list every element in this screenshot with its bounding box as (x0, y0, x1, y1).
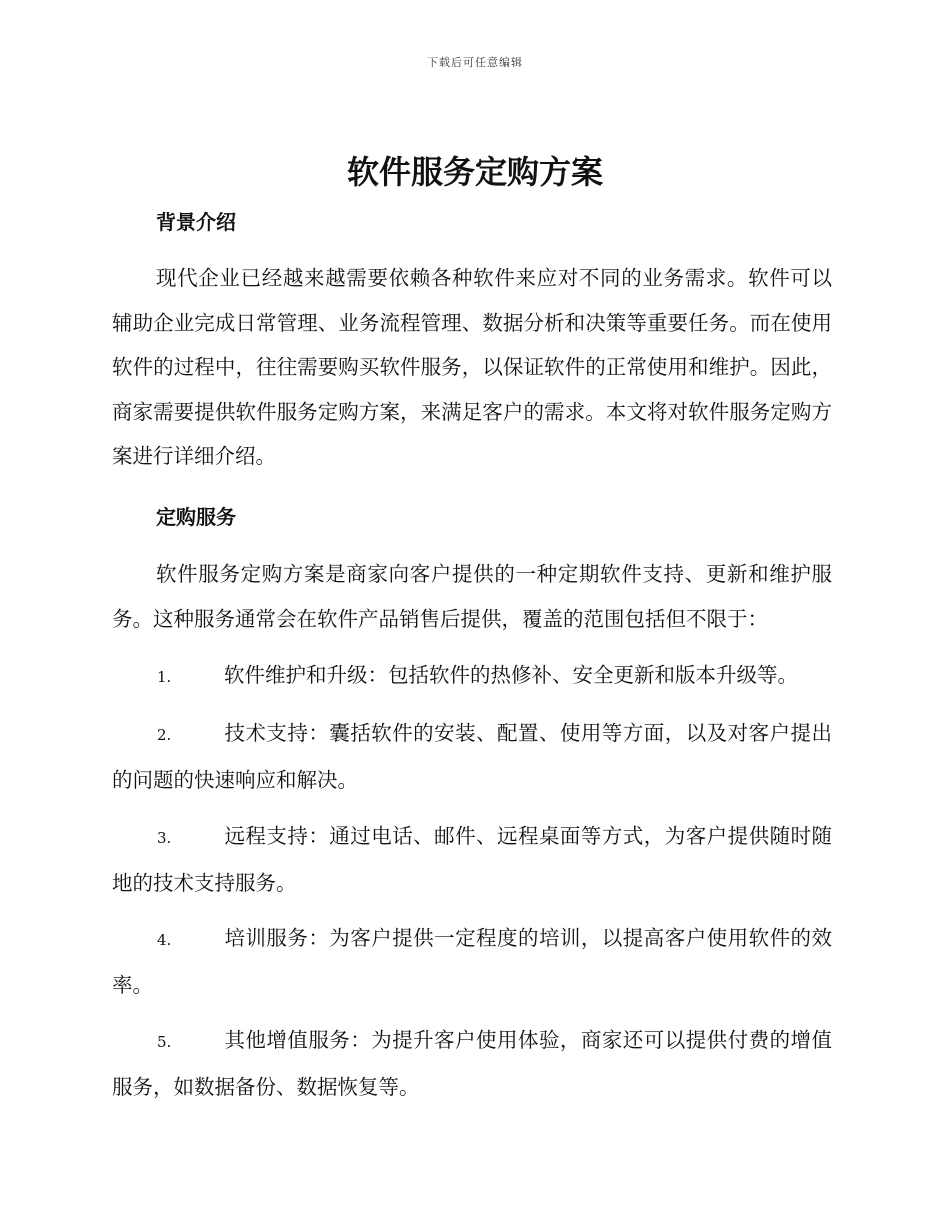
page-header-note: 下载后可任意编辑 (427, 56, 523, 69)
list-item-number: 3. (157, 829, 172, 847)
background-paragraph: 现代企业已经越来越需要依赖各种软件来应对不同的业务需求。软件可以辅助企业完成日常管理、业务流程管理、数据分析和决策等重要任务。而在使用软件的过程中，往往需要购买软件服务，以保证软件的正常使用和维护。因此，商家需要提供软件服务定购方案，来满足客户的需求。本文将对软件服务定购方案进行详细介绍。 (112, 266, 832, 468)
list-item-text: 软件维护和升级：包括软件的热修补、安全更新和版本升级等。 (224, 663, 798, 687)
section-heading-background: 背景介绍 (156, 210, 236, 234)
list-item (112, 1018, 832, 1109)
list-item-number: 5. (157, 1033, 172, 1051)
ordering-service-paragraph: 软件服务定购方案是商家向客户提供的一种定期软件支持、更新和维护服务。这种服务通常会在软件产品销售后提供，覆盖的范围包括但不限于： (112, 562, 832, 631)
list-item-text: 其他增值服务：为提升客户使用体验，商家还可以提供付费的增值服务，如数据备份、数据恢复等。 (112, 1028, 832, 1099)
list-item-number: 1. (157, 668, 172, 686)
section-heading-ordering-service: 定购服务 (156, 505, 236, 529)
list-item-text: 培训服务：为客户提供一定程度的培训，以提高客户使用软件的效率。 (112, 926, 832, 997)
list-item-number: 2. (157, 726, 172, 744)
list-item (112, 711, 832, 802)
list-item-text: 技术支持：囊括软件的安装、配置、使用等方面，以及对客户提出的问题的快速响应和解决。 (112, 721, 832, 792)
list-item-text: 远程支持：通过电话、邮件、远程桌面等方式，为客户提供随时随地的技术支持服务。 (112, 824, 832, 895)
list-item (112, 653, 832, 700)
document-title: 软件服务定购方案 (346, 153, 603, 191)
list-item-number: 4. (157, 931, 172, 949)
list-item (112, 916, 832, 1007)
list-item (112, 814, 832, 905)
